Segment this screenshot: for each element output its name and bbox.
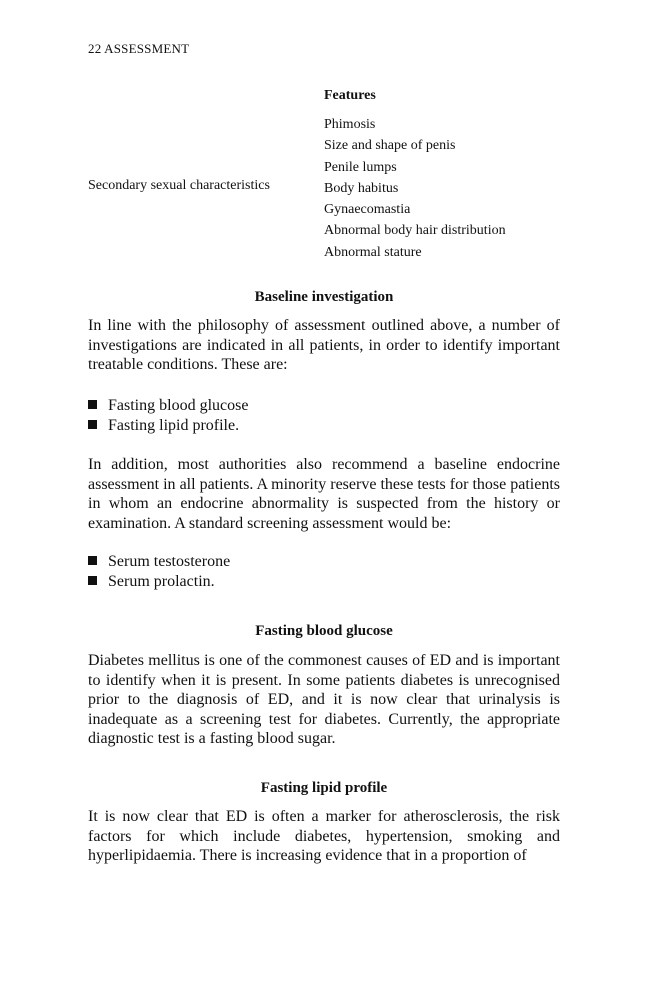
feature-item: Phimosis — [324, 117, 376, 132]
features-table — [0, 88, 560, 268]
square-bullet-icon — [88, 400, 97, 409]
feature-item: Size and shape of penis — [324, 138, 456, 154]
list-item-text: Fasting blood glucose — [108, 397, 249, 414]
paragraph-fasting-lipid-profile: It is now clear that ED is often a marker for atherosclerosis, the risk factors for which include diabetes, hypertension, smoking and hyperlipidaemia. There is increasing evidence that in a proportion of — [88, 808, 560, 864]
heading-fasting-blood-glucose: Fasting blood glucose — [255, 623, 393, 639]
feature-item: Abnormal body hair distribution — [324, 223, 506, 239]
square-bullet-icon — [88, 420, 97, 429]
running-head: 22 ASSESSMENT — [88, 41, 190, 56]
square-bullet-icon — [88, 576, 97, 585]
paragraph-endocrine-assessment: In addition, most authorities also recommend a baseline endocrine assessment in all patients. A minority reserve these tests for those patients in whom an endocrine abnormality is suspected from the history or examination. A standard screening assessment would be: — [88, 456, 560, 532]
list-item — [88, 396, 560, 416]
list-item-text: Serum prolactin. — [108, 572, 215, 590]
features-column-header: Features — [324, 88, 376, 103]
feature-item: Penile lumps — [324, 159, 397, 175]
feature-item: Gynaecomastia — [324, 202, 411, 218]
feature-item: Body habitus — [324, 180, 399, 196]
bullet-list-endocrine-tests — [88, 552, 560, 591]
list-item — [88, 572, 560, 592]
features-row-label: Secondary sexual characteristics — [88, 178, 270, 193]
list-item-text: Fasting lipid profile. — [108, 416, 240, 434]
paragraph-fasting-blood-glucose: Diabetes mellitus is one of the commonest causes of ED and is important to identify when it is present. In some patients diabetes is unrecognised prior to the diagnosis of ED, and it is now clear that urinalysis is inadequate as a screening test for diabetes. Currently, the appropriate diagnostic test is a fasting blood sugar. — [88, 652, 560, 747]
heading-fasting-lipid-profile: Fasting lipid profile — [260, 780, 388, 796]
square-bullet-icon — [88, 556, 97, 565]
features-list — [324, 114, 506, 263]
list-item-text: Serum testosterone — [108, 553, 231, 570]
list-item — [88, 416, 560, 436]
feature-item: Abnormal stature — [324, 244, 422, 260]
paragraph-baseline-intro: In line with the philosophy of assessment outlined above, a number of investigations are indicated in all patients, in order to identify important treatable conditions. These are: — [88, 317, 560, 373]
list-item — [88, 552, 560, 572]
heading-baseline-investigation: Baseline investigation — [254, 289, 394, 305]
bullet-list-baseline-tests — [88, 396, 560, 435]
